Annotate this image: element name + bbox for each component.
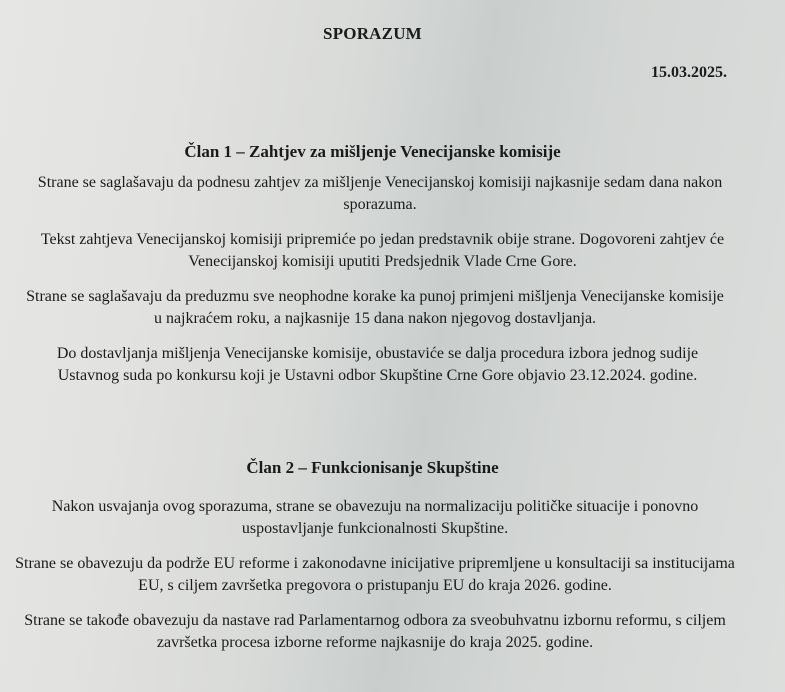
article-1-heading: Član 1 – Zahtjev za mišljenje Venecijanske komisije xyxy=(184,142,561,161)
article-2-paragraph-3: Strane se takođe obavezuju da nastave rad Parlamentarnog odbora za sveobuhvatnu izbornu reformu, s ciljem završetka procesa izborne reforme najkasnije do kraja 2025. godine. xyxy=(24,612,726,651)
article-2-paragraph-1: Nakon usvajanja ovog sporazuma, strane se obavezuju na normalizaciju političke situacije i ponovno uspostavljanje funkcionalnosti Skupštine. xyxy=(51,498,699,537)
article-1-paragraph-4: Do dostavljanja mišljenja Venecijanske komisije, obustaviće se dalja procedura izbora jednog sudije Ustavnog suda po konkursu koji je Ustavni odbor Skupštine Crne Gore objavio 23.12.2024. godine. xyxy=(56,345,699,384)
article-2-paragraph-2: Strane se obavezuju da podrže EU reforme i zakonodavne inicijative pripremljene u konsultaciji sa institucijama EU, s ciljem završetka pregovora o pristupanju EU do kraja 2026. godine. xyxy=(15,555,735,594)
article-1-paragraph-2: Tekst zahtjeva Venecijanskoj komisiji pripremiće po jedan predstavnik obije strane. Dogovoreni zahtjev će Venecijanskoj komisiji uputiti Predsjednik Vlade Crne Gore. xyxy=(40,231,725,270)
article-1-paragraph-3: Strane se saglašavaju da preduzmu sve neophodne korake ka punoj primjeni mišljenja Venecijanske komisije u najkraćem roku, a najkasnije 15 dana nakon njegovog dostavljanja. xyxy=(26,288,724,327)
document-date: 15.03.2025. xyxy=(651,64,727,81)
document-title: SPORAZUM xyxy=(323,24,422,43)
article-2-heading: Član 2 – Funkcionisanje Skupštine xyxy=(246,458,499,477)
article-1-paragraph-1: Strane se saglašavaju da podnesu zahtjev za mišljenje Venecijanskoj komisiji najkasnije sedam dana nakon sporazuma. xyxy=(37,174,723,213)
